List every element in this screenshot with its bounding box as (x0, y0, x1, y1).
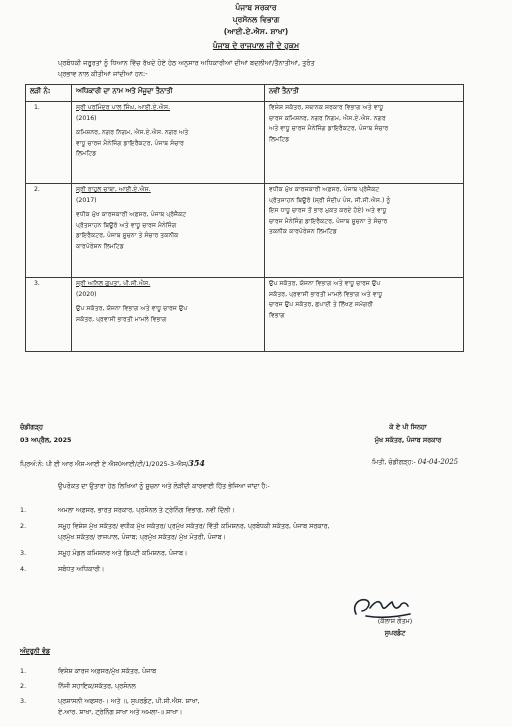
list-text-line: ਨਿੱਜੀ ਸਹਾਇਕ/ਸਕੱਤਰ, ਪ੍ਰਸੋਨਲ (58, 682, 136, 690)
column-header-serial: ਲੜੀ ਨੰ: (26, 85, 72, 102)
recipients-list (20, 505, 490, 580)
internal-distribution-item (20, 666, 320, 677)
table-row (26, 278, 464, 352)
new-posting-text-line: ਵਧੀਕ ਮੁੱਖ ਕਾਰਜਕਾਰੀ ਅਫ਼ਸਰ, ਪੰਜਾਬ ਪ੍ਰੋਜੈਕਟ (269, 186, 380, 193)
list-number: 3. (20, 697, 27, 705)
officer-text-line: ਸਕੱਤਰ, ਪ੍ਰਵਾਸੀ ਭਾਰਤੀ ਮਾਮਲੇ ਵਿਭਾਗ (76, 315, 167, 323)
table-row (26, 184, 464, 278)
header-governor-orders: ਪੰਜਾਬ ਦੇ ਰਾਜਪਾਲ ਜੀ ਦੇ ਹੁਕਮ (212, 41, 300, 50)
cell-officer-current-posting (72, 102, 265, 184)
new-posting-text-line: ਵਿਭਾਗ (269, 311, 285, 319)
list-text-line: ਸਮੂਹ ਵਿਸ਼ੇਸ਼ ਮੁੱਖ ਸਕੱਤਰ/ ਵਧੀਕ ਮੁੱਖ ਸਕੱਤਰ/ ਪ੍ਰਮੁੱਖ ਸਕੱਤਰ/ ਵਿੱਤੀ ਕਮਿਸ਼ਨਰ, ਪ੍ਰਬੰਧਕੀ ਸਕੱਤਰ, ਪੰਜਾਬ ਸਰਕਾਰ, (58, 522, 330, 530)
list-number: 3. (20, 549, 27, 557)
new-posting-text-line: ਚਾਰਜ ਮੈਨੇਜਿੰਗ ਡਾਇਰੈਕਟਰ, ਪੰਜਾਬ ਸੂਚਨਾ ਤੇ ਸੰਚਾਰ (269, 217, 388, 225)
list-text (58, 521, 330, 543)
new-posting-text-line: ਉਪ ਸਕੱਤਰ, ਯੋਜਨਾ ਵਿਭਾਗ ਅਤੇ ਵਾਧੂ ਚਾਰਜ ਉਪ (269, 280, 381, 287)
list-text (58, 681, 136, 692)
new-posting-text-line: ਤਕਨੀਕ ਕਾਰਪੋਰੇਸ਼ਨ ਲਿਮਟਿਡ (269, 228, 337, 236)
new-posting-text-line: ਇਸ ਧਾਧੂ ਚਾਰਜ ਤੋਂ ਭਾਰ ਮੁਕਤ ਕਰਦੇ ਹੋਏ) ਅਤੇ ਵਾਧੂ (269, 207, 387, 215)
table-row (26, 102, 464, 184)
endorsement-number (20, 458, 205, 469)
header-branch: (ਆਈ.ਏ.ਐਸ. ਸ਼ਾਖਾ) (223, 27, 289, 36)
list-number: 4. (20, 565, 27, 573)
signoff-officer-designation: ਮੁੱਖ ਸਕੱਤਰ, ਪੰਜਾਬ ਸਰਕਾਰ (374, 436, 442, 444)
cell-serial (26, 184, 72, 278)
new-posting-text-line: ਅਤੇ ਵਾਧੂ ਚਾਰਜ ਮੈਨੇਜਿੰਗ ਡਾਇਰੈਕਟਰ, ਪੰਜਾਬ ਸੰਚਾਰ (269, 125, 389, 133)
signoff-place: ਚੰਡੀਗੜ੍ਹ (20, 423, 43, 431)
officer-text-line: ਪ੍ਰੋਤਸਾਹਨ ਬਿਊਰੋ ਅਤੇ ਵਾਧੂ ਚਾਰਜ ਮੈਨੇਜਿੰਗ (76, 221, 177, 229)
intro-paragraph (58, 58, 478, 80)
list-text (58, 564, 104, 575)
endorsement-date (372, 458, 458, 467)
list-text (58, 548, 187, 559)
recipient-item (20, 564, 490, 575)
officer-text-line: (2016) (76, 114, 97, 122)
list-text-line: ਸਬੰਧਤ ਅਧਿਕਾਰੀ। (58, 565, 105, 573)
internal-distribution-item (20, 696, 320, 718)
officer-text-line: ਕਾਰਪੋਰੇਸ਼ਨ ਲਿਮਟਿਡ (76, 242, 124, 250)
list-text-line: ਪ੍ਰਸ਼ਾਸਨੀ ਅਫਸਰ-। ਅਤੇ ॥, ਸੁਪਰਡੰਟ, ਪੀ.ਸੀ.ਐਸ. ਸ਼ਾਖਾ, (58, 697, 200, 705)
list-number: 1. (20, 667, 27, 675)
new-posting-text-line: ਚਾਰਜ ਉਪ ਸਕੱਤਰ, ਛਪਾਈ ਤੇ ਲਿੱਖਣ ਸਮੱਗਰੀ (269, 301, 374, 309)
signer-name: (ਕੈਲਾਸ਼ ਗੌਤਮ) (377, 617, 413, 625)
officer-text-line: (2020) (76, 290, 97, 298)
officer-text-line: ਵਧੀਕ ਮੁੱਖ ਕਾਰਜਕਾਰੀ ਅਫ਼ਸਰ, ਪੰਜਾਬ ਪ੍ਰੋਜੈਕਟ (76, 211, 187, 219)
officer-text-line: (2017) (76, 196, 97, 204)
officer-text-line: ਡਾਇਰੈਕਟਰ, ਪੰਜਾਬ ਸੂਚਨਾ ਤੇ ਸੰਚਾਰ ਤਕਨੀਕ (76, 232, 179, 240)
endorsement-number-value: 354 (188, 458, 205, 468)
recipient-item (20, 521, 490, 543)
serial-number: 3. (34, 280, 40, 287)
table-header-row (26, 85, 464, 102)
internal-distribution-list (20, 666, 320, 722)
internal-distribution-title: ਅੰਦਰੂਨੀ ਵੰਡ (20, 647, 50, 655)
recipient-item (20, 548, 490, 559)
column-header-new-posting: ਨਵੀਂ ਤੈਨਾਤੀ (265, 85, 464, 102)
transfers-table (25, 84, 464, 352)
intro-line-2: ਪ੍ਰਭਾਵ ਨਾਲ ਕੀਤੀਆਂ ਜਾਂਦੀਆਂ ਹਨ:- (58, 70, 148, 78)
cell-new-posting (265, 102, 464, 184)
list-text (58, 505, 235, 516)
serial-number: 1. (34, 104, 40, 111)
cell-serial (26, 102, 72, 184)
endorsement-number-label: ਪਿ੍ਰਅੰ:ਨੰ: ਪੀ ਈ ਆਰ ਐਸ-ਆਈ ਏ ਐਸ0ਆਈ/ਟੀ/1/2025-3-ਐਸ/ (20, 460, 189, 468)
list-text (58, 696, 200, 718)
list-text-line: ਪ੍ਰਮੁੱਖ ਸਕੱਤਰ/ ਰਾਜਪਾਲ, ਪੰਜਾਬ; ਪ੍ਰਮੁੱਖ ਸਕੱਤਰ/ ਮੁੱਖ ਮੰਤਰੀ, ਪੰਜਾਬ। (58, 533, 226, 541)
header-department: ਪ੍ਰਸੋਨਲ ਵਿਭਾਗ (232, 15, 280, 24)
internal-distribution-item (20, 681, 320, 692)
transfers-table-wrap (25, 84, 464, 352)
cell-new-posting (265, 184, 464, 278)
list-number: 2. (20, 522, 27, 530)
cell-new-posting (265, 278, 464, 352)
new-posting-text-line: ਚਾਰਜ ਕਮਿਸ਼ਨਰ, ਨਗਰ ਨਿਗਮ, ਐਸ.ਏ.ਐਸ. ਨਗਰ (269, 114, 386, 122)
list-text-line: ਸਮੂਹ ਮੰਡਲ ਕਮਿਸ਼ਨਰ ਅਤੇ ਡਿਪਟੀ ਕਮਿਸ਼ਨਰ, ਪੰਜਾਬ। (58, 549, 188, 557)
officer-text-line: ਉਪ ਸਕੱਤਰ, ਯੋਜਨਾ ਵਿਭਾਗ ਅਤੇ ਵਾਧੂ ਚਾਰਜ ਉਪ (76, 305, 188, 313)
officer-text-line: ਸ੍ਰੀ ਪਰਮਿੰਦਰ ਪਾਲ ਸਿੰਘ, ਆਈ.ਏ.ਐਸ. (76, 104, 171, 111)
new-posting-text-line: ਪ੍ਰੋਤਸਾਹਨ ਬਿਊਰੋ (ਸ੍ਰੀ ਸੰਦੀਪ ਪੰਸ, ਸੀ.ਸੀ.ਐਸ.) ਨੂੰ (269, 196, 391, 204)
cell-officer-current-posting (72, 278, 265, 352)
list-text-line: ਅਮਲਾ ਅਫ਼ਸਰ, ਭਾਰਤ ਸਰਕਾਰ, ਪ੍ਰਸੋਨਲ ਤੇ ਟ੍ਰੇਨਿੰਗ ਵਿਭਾਗ, ਨਵੀਂ ਦਿੱਲੀ। (58, 506, 235, 514)
cell-officer-current-posting (72, 184, 265, 278)
endorsement-text: ਉਪਰੋਕਤ ਦਾ ਉਤਾਰਾ ਹੇਠ ਲਿਖਿਆਂ ਨੂੰ ਸੂਚਨਾ ਅਤੇ ਲੋੜੀਂਦੀ ਕਾਰਵਾਈ ਹਿੱਤ ਭੇਜਿਆ ਜਾਂਦਾ ਹੈ:- (58, 482, 270, 490)
officer-text-line: ਵਾਧੂ ਚਾਰਜ ਮੈਨੇਜਿੰਗ ਡਾਇਰੈਕਟਰ, ਪੰਜਾਬ ਸੰਚਾਰ (76, 139, 185, 147)
recipient-item (20, 505, 490, 516)
intro-line-1: ਪ੍ਰਬੰਧਕੀ ਜਰੂਰਤਾਂ ਨੂੰ ਧਿਆਨ ਵਿੱਚ ਰੱਖਦੇ ਹੋਏ ਹੇਠ ਅਨੁਸਾਰ ਅਧਿਕਾਰੀਆਂ ਦੀਆਂ ਬਦਲੀਆਂ/ਤੈਨਾਤੀਆਂ, ਤੁਰੰਤ (58, 59, 315, 67)
signer-designation: ਸੁਪਰਡੰਟ (384, 629, 406, 637)
officer-text-line: ਸ੍ਰੀ ਅਨਿਲ ਗੁਪਤਾ, ਪੀ.ਸੀ.ਐਸ. (76, 280, 151, 287)
list-text-line: ਏ.ਆਰ. ਸ਼ਾਖਾ, ਟ੍ਰੇਨਿੰਗ ਸ਼ਾਖਾ ਅਤੇ ਅਮਲਾ-॥ ਸ਼ਾਖਾ। (58, 708, 183, 716)
endorsement-date-label: ਮਿਤੀ, ਚੰਡੀਗੜ੍ਹ:- (372, 458, 416, 466)
new-posting-text-line: ਵਿਸ਼ੇਸ਼ ਸਕੱਤਰ, ਸਥਾਨਕ ਸਰਕਾਰ ਵਿਭਾਗ ਅਤੇ ਵਾਧੂ (269, 104, 384, 111)
column-header-officer: ਅਧਿਕਾਰੀ ਦਾ ਨਾਮ ਅਤੇ ਮੌਜੂਦਾ ਤੈਨਾਤੀ (72, 85, 265, 102)
officer-text-line: ਸ੍ਰੀ ਰਾਹੁਲ ਚਾਬਾ, ਆਈ.ਏ.ਐਸ. (76, 186, 151, 193)
officer-text-line: ਕਮਿਸ਼ਨਰ, ਨਗਰ ਨਿਗਮ, ਐਸ.ਏ.ਐਸ. ਨਗਰ ਅਤੇ (76, 129, 189, 137)
endorsement-date-value: 04-04-2025 (417, 458, 459, 466)
header-government: ਪੰਜਾਬ ਸਰਕਾਰ (235, 3, 277, 12)
cell-serial (26, 278, 72, 352)
list-number: 2. (20, 682, 27, 690)
new-posting-text-line: ਸਕੱਤਰ, ਪ੍ਰਵਾਸੀ ਭਾਰਤੀ ਮਾਮਲੇ ਵਿਭਾਗ ਅਤੇ ਵਾਧੂ (269, 290, 383, 298)
new-posting-text-line: ਲਿਮਟਿਡ (269, 135, 290, 143)
officer-text-line: ਲਿਮਟਿਡ (76, 150, 97, 158)
serial-number: 2. (34, 186, 40, 193)
list-text-line: ਵਿਸ਼ੇਸ਼ ਕਾਰਜ ਅਫ਼ਸਰ/ਮੁੱਖ ਸਕੱਤਰ, ਪੰਜਾਬ (58, 667, 157, 675)
list-text (58, 666, 156, 677)
signoff-officer-name: ਕੇ ਏ ਪੀ ਸਿਨਹਾ (389, 423, 427, 431)
signoff-date: 03 ਅਪ੍ਰੈਲ, 2025 (20, 436, 72, 444)
list-number: 1. (20, 506, 27, 514)
